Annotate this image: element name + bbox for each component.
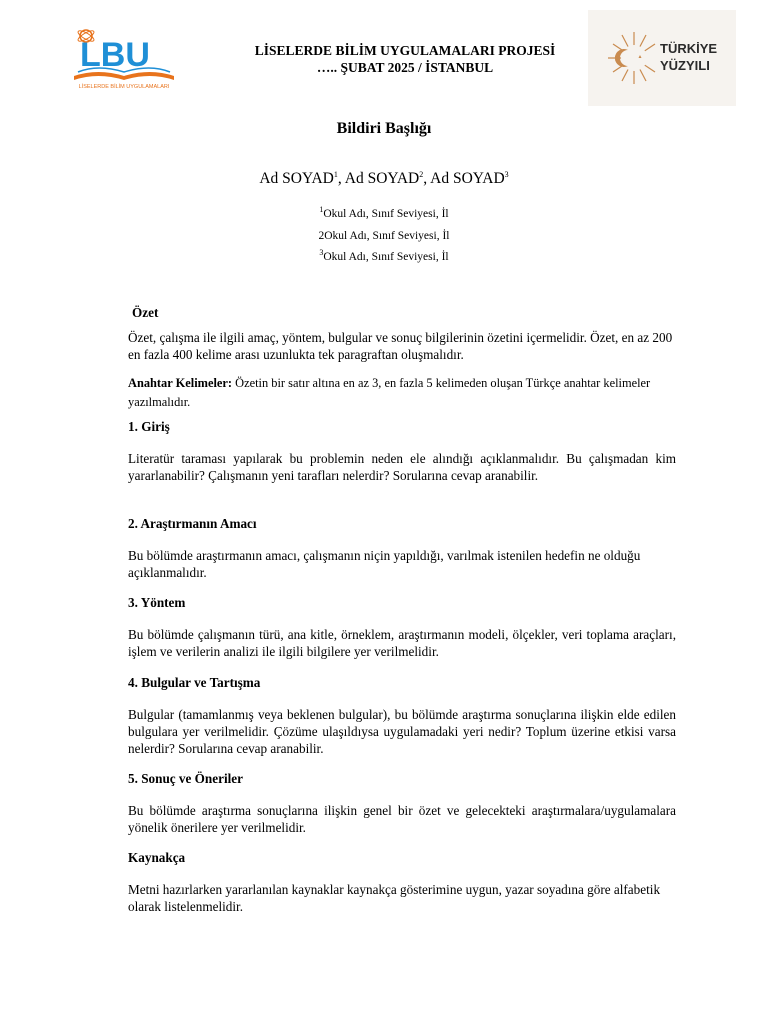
lbu-logo-graphic (68, 24, 180, 92)
section-heading-sonuc: 5. Sonuç ve Öneriler (128, 771, 244, 786)
affiliation-1 (0, 205, 768, 220)
affiliation-superscript: 1 (319, 205, 324, 215)
affiliation-2 (0, 230, 768, 242)
keywords (128, 374, 676, 412)
author-superscript: 1 (333, 169, 338, 179)
section-heading-amac: 2. Araştırmanın Amacı (128, 516, 257, 531)
turkiye-yuzyili-graphic (588, 10, 736, 106)
author-name: Ad SOYAD (430, 170, 505, 187)
affiliation-text: Okul Adı, Sınıf Seviyesi, İl (323, 251, 449, 263)
affiliation-3 (0, 248, 768, 263)
author-separator: , (423, 170, 431, 187)
paper-title: Bildiri Başlığı (336, 120, 432, 137)
section-text-giris: Literatür taraması yapılarak bu problemin neden ele alındığı açıklanmalıdır. Bu çalışmadan kim yararlanabilir? Çalışmanın yeni tarafları nelerdir? Sorularına cevap aranabilir. (128, 451, 676, 483)
lbu-logo-letters: LBU (80, 36, 150, 74)
section-text-sonuc: Bu bölümde araştırma sonuçlarına ilişkin genel bir özet ve gelecekteki araştırmalara/uygulamalara yönelik önerilere yer verilmelidir. (128, 803, 676, 835)
keywords-text: Özetin bir satır altına en az 3, en fazla 5 kelimeden oluşan Türkçe anahtar kelimeler yazılmalıdır. (128, 376, 651, 409)
section-heading-kaynakca: Kaynakça (128, 850, 186, 865)
affiliation-text: 2Okul Adı, Sınıf Seviyesi, İl (318, 230, 450, 242)
section-heading-bulgular: 4. Bulgular ve Tartışma (128, 675, 261, 690)
author-superscript: 3 (504, 169, 509, 179)
affiliation-superscript: 3 (319, 248, 324, 258)
author-separator: , (337, 170, 345, 187)
section-text-amac: Bu bölümde araştırmanın amacı, çalışmanın niçin yapıldığı, varılmak istenilen hedefin ne olduğu açıklanmalıdır. (128, 548, 641, 580)
author-list (0, 170, 768, 188)
section-text-bulgular: Bulgular (tamamlanmış veya beklenen bulgular), bu bölümde araştırma sonuçlarına ilişkin elde edilen bulgulara yer verilmelidir. Çözüme ulaşıldıysa uygulamadaki yeri nedir? Toplum üzerine etkisi varsa nelerdir? Sorularına cevap aranabilir. (128, 707, 676, 756)
lbu-logo-subtext: LİSELERDE BİLİM UYGULAMALARI (78, 84, 170, 90)
turkiye-text: TÜRKİYE (660, 41, 718, 56)
keywords-label: Anahtar Kelimeler: (128, 376, 233, 390)
author-name: Ad SOYAD (344, 170, 420, 187)
section-heading-giris: 1. Giriş (128, 419, 170, 434)
section-heading-yontem: 3. Yöntem (128, 595, 186, 610)
abstract-heading: Özet (132, 305, 159, 320)
author-name: Ad SOYAD (259, 170, 334, 187)
affiliation-text: Okul Adı, Sınıf Seviyesi, İl (323, 208, 449, 220)
document-header (200, 42, 610, 76)
section-text-kaynakca: Metni hazırlarken yararlanılan kaynaklar kaynakça gösterimine uygun, yazar soyadına göre alfabetik olarak listelenmelidir. (128, 882, 661, 914)
yuzyili-text: YÜZYILI (660, 58, 710, 73)
header-date-location: ….. ŞUBAT 2025 / İSTANBUL (316, 60, 494, 75)
header-project-name: LİSELERDE BİLİM UYGULAMALARI PROJESİ (254, 43, 556, 58)
section-text-yontem: Bu bölümde çalışmanın türü, ana kitle, örneklem, araştırmanın modeli, ölçekler, veri toplama araçları, işlem ve verilerin analizi ile ilgili bilgilere yer verilmelidir. (128, 627, 676, 659)
abstract-text: Özet, çalışma ile ilgili amaç, yöntem, bulgular ve sonuç bilgilerinin özetini içermelidir. Özet, en az 200 en fazla 400 kelime arası uzunlukta tek paragraftan oluşmalıdır. (128, 330, 673, 362)
turkiye-yuzyili-logo (588, 10, 736, 106)
author-superscript: 2 (419, 169, 424, 179)
lbu-logo (68, 24, 180, 92)
